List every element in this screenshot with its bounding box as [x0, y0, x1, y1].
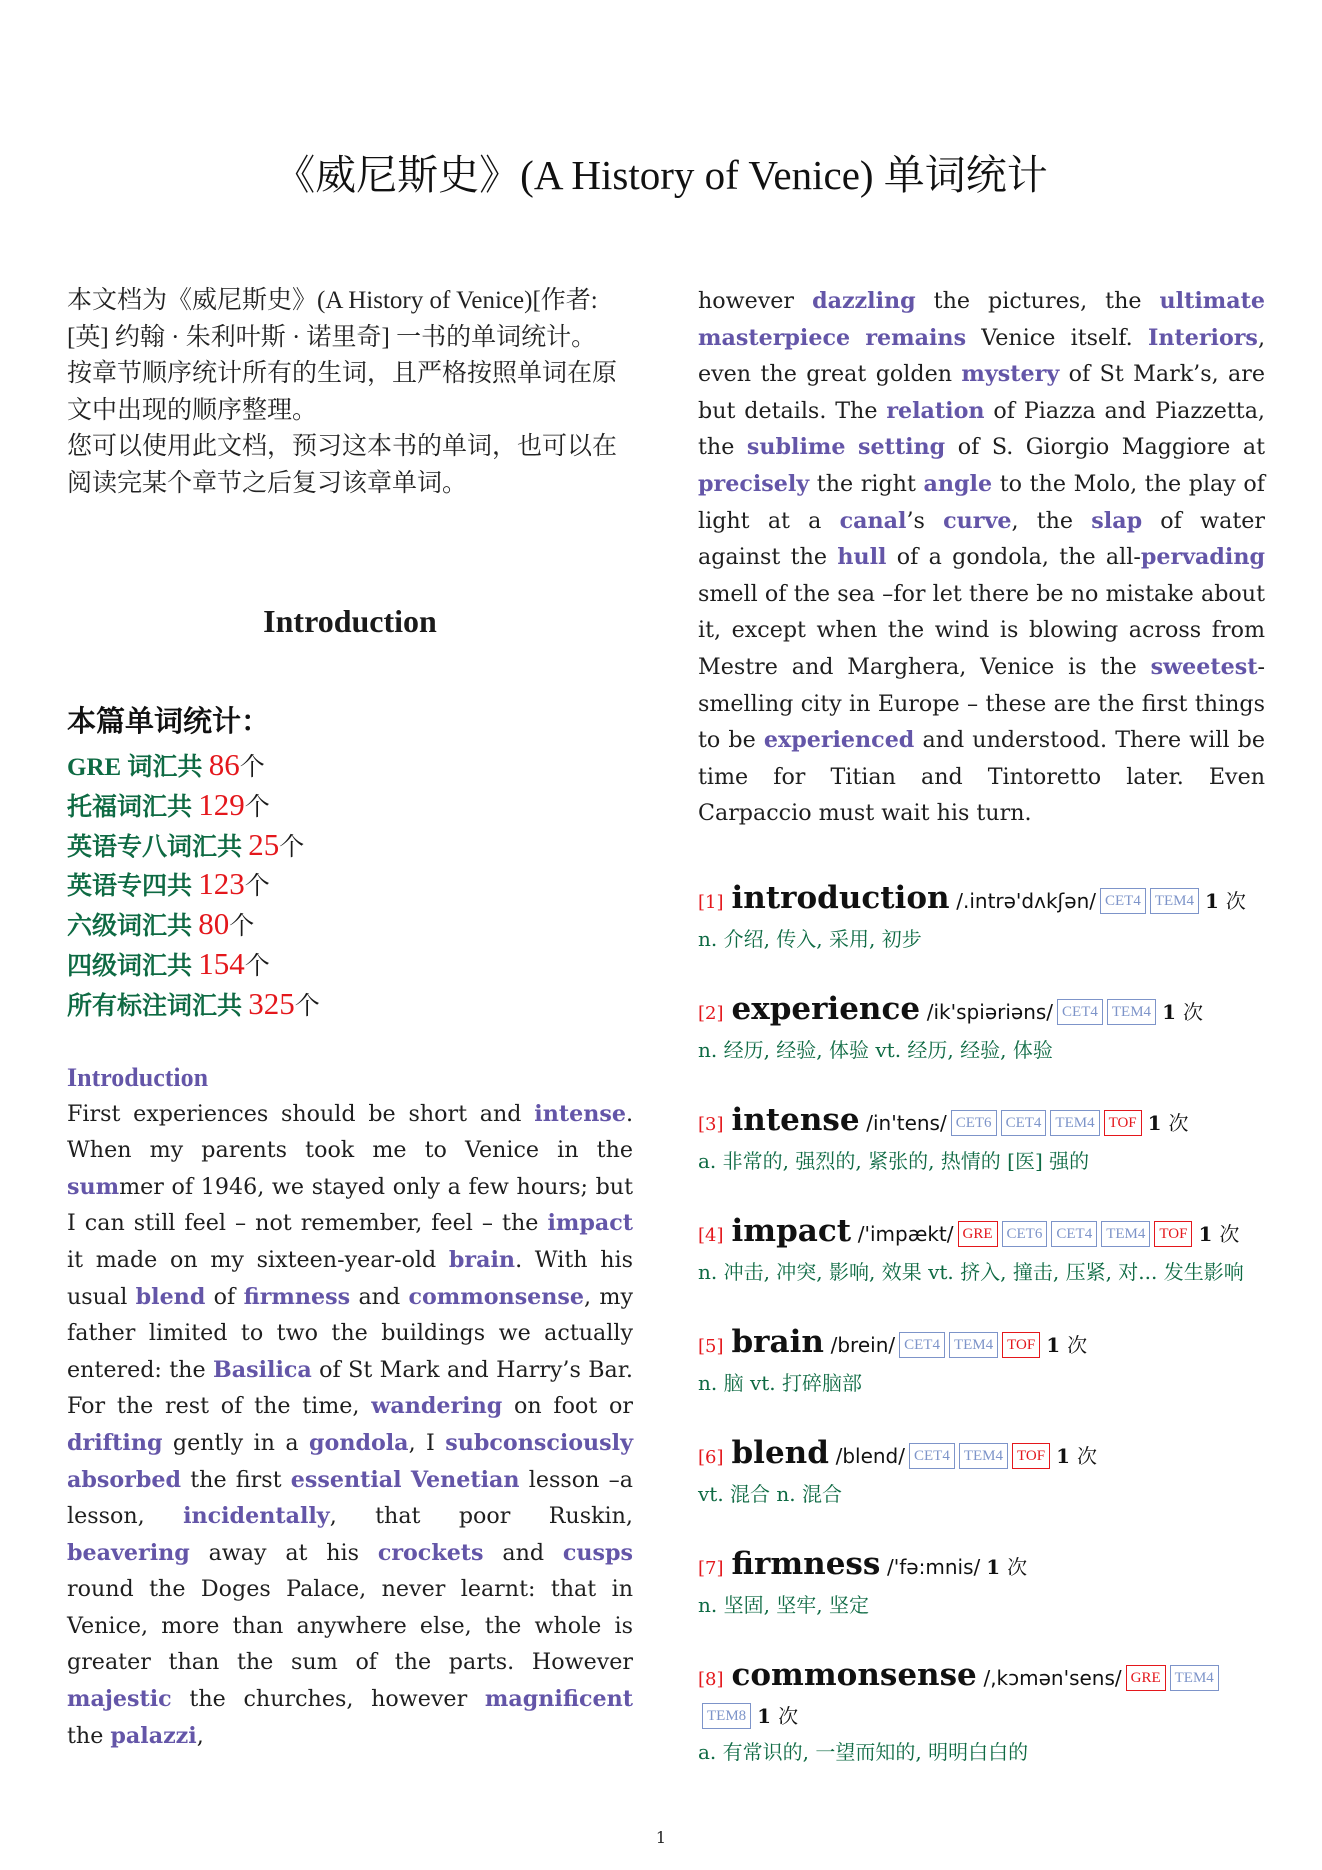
passage-text — [67, 1096, 633, 1755]
exam-tag: TEM4 — [1150, 888, 1199, 914]
stats-unit: 个 — [244, 952, 270, 980]
entry-definition: n. 冲击, 冲突, 影响, 效果 vt. 挤入, 撞击, 压紧, 对... 发生影响 — [698, 1259, 1244, 1284]
entry-phonetic: /'impækt/ — [857, 1221, 954, 1246]
highlighted-word: ultimate — [1159, 288, 1265, 314]
entry-definition: n. 介绍, 传入, 采用, 初步 — [698, 926, 922, 951]
highlighted-word: palazzi — [110, 1722, 197, 1749]
vocab-entry-header — [698, 1435, 1265, 1476]
vocab-entry-header — [698, 991, 1265, 1032]
passage-segment: -smelling city in Europe – these are the first things to be — [698, 653, 1265, 754]
entry-index: [2] — [698, 1002, 724, 1024]
stats-count: 154 — [198, 945, 245, 981]
entry-definition: a. 非常的, 强烈的, 紧张的, 热情的 [医] 强的 — [698, 1148, 1090, 1173]
highlighted-word: impact — [547, 1210, 633, 1237]
passage-segment: . When my parents took me to Venice in the — [67, 1100, 633, 1164]
passage-segment: , my father limited to two the buildings we actually entered: the — [67, 1283, 634, 1383]
right-column — [698, 283, 1265, 1770]
stats-line-toefl — [67, 787, 633, 827]
stats-heading: 本篇单词统计： — [67, 704, 271, 738]
highlighted-word: pervading — [1140, 544, 1266, 571]
exam-tag: CET4 — [1057, 999, 1103, 1025]
stats-unit: 个 — [239, 754, 265, 781]
highlighted-word: blend — [135, 1283, 206, 1310]
vocab-entry-header — [698, 1546, 1265, 1587]
passage-segment: smell of the sea –for let there be no mistake about it, except when the wind is blowing across from Mestre and Marghera, Venice is the — [698, 580, 1265, 680]
highlighted-word: Interiors — [1147, 324, 1258, 351]
highlighted-word: magnificent — [484, 1686, 633, 1713]
entry-word: experience — [731, 990, 921, 1027]
passage-segment: however — [698, 288, 813, 314]
stats-line-tem8 — [67, 827, 633, 867]
passage-segment: of St Mark and Harry’s Bar. For the rest of the time, — [67, 1356, 633, 1420]
passage-segment: the right — [809, 470, 924, 497]
entry-index: [8] — [698, 1668, 724, 1690]
highlighted-word: sweetest — [1150, 653, 1258, 680]
stats-label: 英语专八词汇共 — [67, 833, 243, 861]
entry-phonetic: /'fə:mnis/ — [887, 1554, 981, 1579]
highlighted-word: Basilica — [212, 1356, 312, 1383]
highlighted-word: slap — [1091, 507, 1143, 534]
passage-segment: the churches, however — [171, 1686, 485, 1713]
page-number: 1 — [655, 1828, 667, 1847]
entry-phonetic: /in'tens/ — [866, 1110, 947, 1135]
passage-segment: of — [205, 1283, 244, 1310]
intro-paragraph: 您可以使用此文档，预习这本书的单词，也可以在阅读完某个章节之后复习该章单词。 — [67, 433, 618, 497]
vocab-entry-header — [698, 1657, 1265, 1734]
entry-count-unit: 次 — [1225, 888, 1246, 913]
vocab-entry — [698, 1324, 1265, 1401]
highlighted-word: gondola — [309, 1429, 409, 1456]
passage-segment: and — [350, 1283, 409, 1310]
entry-count-unit: 次 — [1168, 1110, 1189, 1135]
stats-unit: 个 — [294, 992, 320, 1020]
exam-tag: TEM8 — [702, 1703, 751, 1729]
entry-index: [7] — [698, 1557, 724, 1579]
highlighted-word: firmness — [243, 1283, 351, 1310]
passage-segment: of water against the — [698, 507, 1265, 571]
highlighted-word: angle — [923, 470, 993, 497]
passage-text-continued — [698, 283, 1265, 832]
passage-segment: away at his — [189, 1539, 378, 1566]
passage-segment: mer of 1946, we stayed only a few hours; but I can still feel – not remember, feel – the — [67, 1173, 633, 1237]
entry-count: 1 次 — [1205, 888, 1246, 913]
stats-count: 86 — [208, 747, 240, 782]
entry-index: [5] — [698, 1335, 724, 1357]
stats-count: 129 — [198, 786, 245, 822]
exam-tag: CET4 — [1100, 888, 1146, 914]
highlighted-word: setting — [858, 434, 946, 461]
stats-line-total — [67, 986, 633, 1026]
entry-index: [4] — [698, 1224, 724, 1246]
highlighted-word: absorbed — [67, 1466, 182, 1493]
highlighted-word: mystery — [961, 361, 1060, 388]
highlighted-word: commonsense — [408, 1283, 585, 1310]
vocab-entry — [698, 991, 1265, 1068]
passage-segment: gently in a — [162, 1429, 309, 1456]
vocabulary-list — [698, 880, 1265, 1770]
exam-tag: GRE — [958, 1221, 998, 1247]
passage-segment: the — [67, 1722, 111, 1749]
stats-label: 所有标注词汇共 — [67, 992, 243, 1020]
vocab-entry-header — [698, 880, 1265, 921]
stats-line-gre — [67, 747, 633, 787]
left-column — [67, 283, 633, 1754]
highlighted-word: masterpiece — [698, 324, 851, 351]
exam-tag: CET6 — [1002, 1221, 1048, 1247]
section-heading: Introduction — [263, 603, 437, 639]
stats-unit: 个 — [244, 873, 270, 901]
exam-tag: TEM4 — [949, 1332, 998, 1358]
entry-phonetic: /,kɔmən'sens/ — [983, 1665, 1122, 1690]
passage-segment: . With his usual — [67, 1246, 633, 1310]
entry-count: 1 次 — [757, 1703, 799, 1728]
chapter-label: Introduction — [67, 1062, 209, 1092]
entry-count: 1 次 — [1046, 1332, 1088, 1357]
entry-word: firmness — [731, 1545, 881, 1582]
stats-label: 四级词汇共 — [67, 952, 193, 980]
entry-index: [1] — [698, 891, 724, 913]
highlighted-word: subconsciously — [445, 1429, 633, 1456]
entry-count: 1 次 — [1198, 1221, 1240, 1246]
exam-tag: TEM4 — [1050, 1110, 1099, 1136]
passage-segment: of Piazza and Piazzetta, the — [698, 397, 1265, 461]
vocab-entry — [698, 1102, 1265, 1179]
stats-line-cet6 — [67, 906, 633, 946]
entry-count-unit: 次 — [1076, 1443, 1097, 1468]
highlighted-word: relation — [886, 397, 985, 424]
entry-word: commonsense — [731, 1656, 977, 1693]
entry-definition: vt. 混合 n. 混合 — [698, 1481, 843, 1506]
entry-count-unit: 次 — [778, 1703, 799, 1728]
stats-count: 123 — [198, 866, 245, 902]
entry-count-unit: 次 — [1219, 1221, 1240, 1246]
highlighted-word: incidentally — [183, 1503, 330, 1530]
entry-word: intense — [731, 1101, 860, 1138]
stats-label: 英语专四共 — [67, 873, 193, 901]
passage-segment — [850, 325, 865, 351]
stats-count: 325 — [248, 985, 295, 1021]
passage-segment: of S. Giorgio Maggiore at — [945, 434, 1265, 461]
intro-paragraph: 按章节顺序统计所有的生词，且严格按照单词在原文中出现的顺序整理。 — [67, 360, 618, 424]
entry-phonetic: /.intrə'dʌkʃən/ — [956, 888, 1096, 913]
stats-label: GRE 词汇共 — [67, 754, 203, 781]
exam-tag: GRE — [1126, 1665, 1166, 1691]
exam-tag: CET4 — [1051, 1221, 1097, 1247]
exam-tag: TEM4 — [1107, 999, 1156, 1025]
highlighted-word: canal — [839, 507, 907, 534]
stats-unit: 个 — [244, 793, 270, 821]
passage-segment: ’s — [906, 507, 944, 534]
stats-count: 25 — [248, 826, 280, 862]
entry-phonetic: /brein/ — [830, 1332, 896, 1357]
entry-word: introduction — [731, 879, 950, 916]
highlighted-word: drifting — [67, 1429, 163, 1456]
highlighted-word: dazzling — [812, 288, 916, 314]
entry-phonetic: /blend/ — [835, 1443, 905, 1468]
highlighted-word: hull — [837, 544, 887, 571]
passage-segment: of St Mark’s, are but details. The — [698, 361, 1265, 424]
exam-tag: TOF — [1154, 1221, 1192, 1247]
stats-count: 80 — [198, 906, 230, 942]
highlighted-word: Venetian — [410, 1466, 520, 1493]
vocab-entry — [698, 1213, 1265, 1290]
passage-segment: to the Molo, the play of light at a — [698, 470, 1265, 534]
highlighted-word: brain — [448, 1246, 516, 1273]
passage-segment: lesson –a lesson, — [67, 1466, 633, 1530]
entry-count: 1 次 — [1056, 1443, 1097, 1468]
highlighted-word: precisely — [698, 470, 810, 497]
passage-segment: and understood. There will be time for Titian and Tintoretto later. Even Carpaccio must wait his turn. — [698, 727, 1265, 827]
passage-segment: on foot or — [502, 1393, 633, 1420]
highlighted-word: majestic — [67, 1686, 172, 1713]
exam-tag: CET4 — [909, 1443, 955, 1469]
passage-segment: , even the great golden — [698, 324, 1265, 388]
passage-segment: , that poor Ruskin, — [329, 1503, 633, 1530]
highlighted-word: experienced — [763, 727, 915, 754]
intro-paragraph: 本文档为《威尼斯史》(A History of Venice)[作者: [英] 约翰 · 朱利叶斯 · 诺里奇] 一书的单词统计。 — [67, 287, 598, 351]
exam-tag: CET6 — [951, 1110, 997, 1136]
vocab-entry-header — [698, 1102, 1265, 1143]
highlighted-word: essential — [290, 1466, 402, 1493]
entry-count-unit: 次 — [1007, 1554, 1028, 1579]
entry-count: 1 次 — [986, 1554, 1028, 1579]
highlighted-word: intense — [534, 1100, 626, 1127]
exam-tag: TOF — [1012, 1443, 1050, 1469]
vocab-entry-header — [698, 1324, 1265, 1365]
entry-word: impact — [731, 1212, 852, 1249]
passage-segment — [402, 1467, 411, 1493]
highlighted-word: cusps — [562, 1539, 633, 1566]
entry-definition: n. 经历, 经验, 体验 vt. 经历, 经验, 体验 — [698, 1037, 1053, 1062]
page-title: 《威尼斯史》(A History of Venice) 单词统计 — [274, 152, 1048, 198]
highlighted-word: sublime — [746, 434, 846, 461]
passage-segment: , I — [408, 1429, 446, 1456]
passage-segment: , — [196, 1722, 204, 1749]
exam-tag: TOF — [1104, 1110, 1142, 1136]
highlighted-word: wandering — [371, 1393, 503, 1420]
passage-segment: , the — [1011, 507, 1092, 534]
entry-index: [3] — [698, 1113, 724, 1135]
passage-segment: of a gondola, the all- — [886, 544, 1141, 571]
exam-tag: CET4 — [899, 1332, 945, 1358]
entry-count: 1 次 — [1162, 999, 1203, 1024]
entry-definition: n. 脑 vt. 打碎脑部 — [698, 1370, 863, 1395]
vocab-entry — [698, 1657, 1265, 1770]
highlighted-word: crockets — [377, 1539, 484, 1566]
exam-tag: TOF — [1002, 1332, 1040, 1358]
stats-list — [67, 747, 633, 1026]
passage-segment: First experiences should be short and — [67, 1100, 535, 1127]
entry-definition: a. 有常识的, 一望而知的, 明明白白的 — [698, 1739, 1029, 1764]
stats-line-tem4 — [67, 866, 633, 906]
entry-index: [6] — [698, 1446, 724, 1468]
passage-segment: the pictures, the — [915, 288, 1160, 314]
vocab-entry-header — [698, 1213, 1265, 1254]
stats-unit: 个 — [229, 913, 255, 941]
entry-count: 1 次 — [1147, 1110, 1189, 1135]
stats-label: 托福词汇共 — [67, 793, 193, 821]
passage-segment: round the Doges Palace, never learnt: that in Venice, more than anywhere else, the whole is greater than the sum of the parts. However — [67, 1576, 633, 1676]
intro-block — [67, 283, 633, 502]
stats-line-cet4 — [67, 946, 633, 986]
stats-label: 六级词汇共 — [67, 913, 193, 941]
exam-tag: CET4 — [1001, 1110, 1047, 1136]
entry-definition: n. 坚固, 坚牢, 坚定 — [698, 1592, 870, 1617]
passage-segment: and — [483, 1539, 563, 1566]
highlighted-word: sum — [67, 1173, 120, 1200]
vocab-entry — [698, 880, 1265, 957]
highlighted-word: curve — [943, 507, 1012, 534]
passage-segment: it made on my sixteen-year-old — [67, 1246, 449, 1273]
exam-tag: TEM4 — [959, 1443, 1008, 1469]
entry-word: blend — [731, 1434, 829, 1471]
exam-tag: TEM4 — [1101, 1221, 1150, 1247]
vocab-entry — [698, 1435, 1265, 1512]
entry-count-unit: 次 — [1067, 1332, 1088, 1357]
exam-tag: TEM4 — [1170, 1665, 1219, 1691]
entry-phonetic: /ik'spiəriəns/ — [926, 999, 1054, 1024]
highlighted-word: remains — [865, 324, 967, 351]
entry-count-unit: 次 — [1182, 999, 1203, 1024]
passage-segment: the first — [181, 1466, 291, 1493]
passage-segment — [845, 434, 858, 460]
vocab-entry — [698, 1546, 1265, 1623]
highlighted-word: beavering — [67, 1539, 190, 1566]
entry-word: brain — [731, 1323, 824, 1360]
passage-segment: Venice itself. — [966, 324, 1148, 351]
stats-unit: 个 — [279, 833, 305, 861]
